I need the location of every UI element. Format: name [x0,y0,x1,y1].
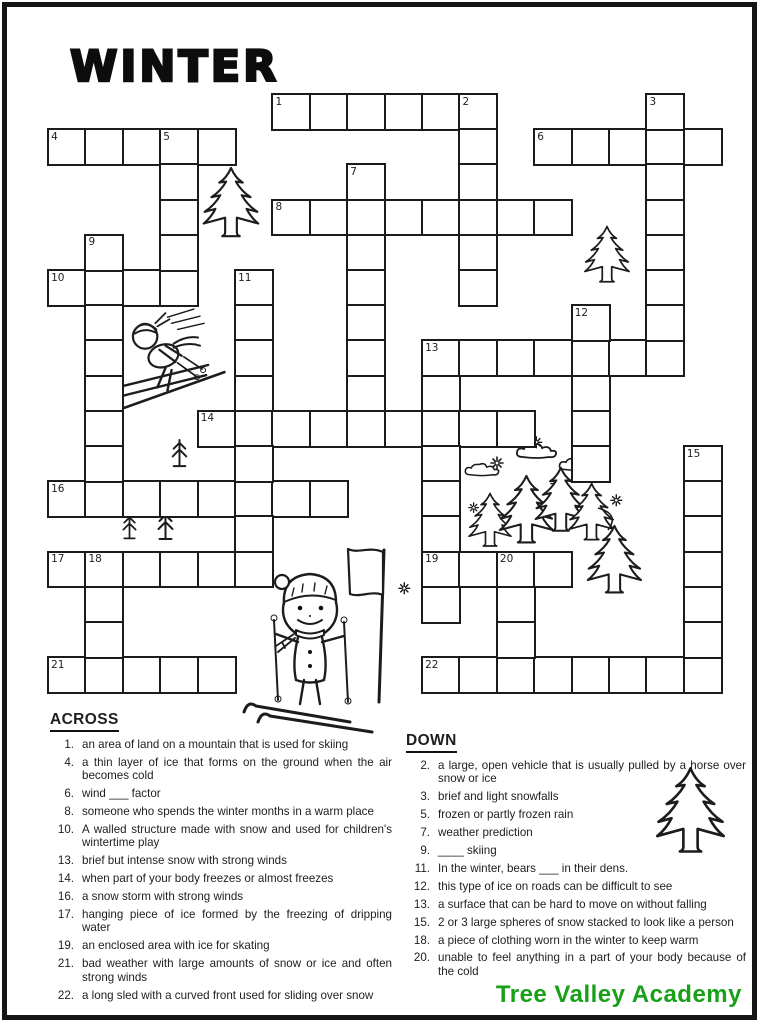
grid-cell[interactable] [159,269,199,307]
across-clues-section [50,711,392,1007]
grid-cell[interactable] [346,234,386,272]
grid-cell[interactable] [122,480,162,518]
across-header: ACROSS [50,711,119,732]
down-header: DOWN [406,732,457,753]
grid-cell[interactable] [122,128,162,166]
across-clue-item [50,756,392,783]
clue-number: 21. [57,957,74,971]
grid-cell[interactable] [645,269,685,307]
clue-number: 4. [64,755,74,769]
grid-cell[interactable] [533,656,573,694]
grid-cell[interactable] [309,93,349,131]
grid-cell[interactable] [197,551,237,589]
grid-cell[interactable] [608,656,648,694]
grid-cell[interactable] [271,410,311,448]
grid-cell[interactable] [683,480,723,518]
grid-cell[interactable] [84,269,124,307]
clue-number: 2. [420,759,430,772]
clue-text: a piece of clothing worn in the winter to keep warm [438,933,699,947]
grid-cell[interactable] [234,445,274,483]
grid-cell[interactable] [159,234,199,272]
grid-cell[interactable] [458,656,498,694]
across-clue-item [50,872,392,885]
down-clue-item [406,916,746,929]
clue-number: 8. [64,805,74,819]
clue-number: 5. [420,808,430,822]
pine-tree-icon [194,166,268,244]
clue-number: 7. [420,826,430,840]
clue-text: a long sled with a curved front used for sliding over snow [82,988,374,1002]
across-clue-item [50,957,392,984]
grid-cell[interactable] [84,375,124,413]
grid-cell[interactable] [608,128,648,166]
grid-cell[interactable] [645,656,685,694]
grid-cell[interactable] [458,410,498,448]
grid-cell[interactable] [571,128,611,166]
grid-cell[interactable] [84,621,124,659]
grid-cell[interactable] [234,480,274,518]
down-clue-item [406,951,746,978]
cell-number: 20 [499,553,514,566]
grid-cell[interactable] [458,339,498,377]
grid-cell[interactable] [533,199,573,237]
grid-cell[interactable] [309,199,349,237]
across-clue-item [50,738,392,751]
grid-cell[interactable] [384,93,424,131]
cell-number: 13 [425,342,439,354]
clue-number: 11. [414,861,430,875]
clue-number: 10. [57,823,74,837]
clue-number: 16. [57,890,74,904]
grid-cell[interactable] [309,410,349,448]
across-clue-item [50,823,392,850]
grid-cell[interactable] [159,163,199,201]
clue-text: A walled structure made with snow and used for children's wintertime play [82,823,392,850]
grid-cell[interactable] [197,480,237,518]
clue-text: wind ___ factor [82,787,161,801]
grid-cell[interactable] [458,128,498,166]
clue-text: bad weather with large amounts of snow or ice and often strong winds [82,957,392,984]
grid-cell[interactable] [496,410,536,448]
across-clue-item [50,908,392,935]
grid-cell[interactable] [496,656,536,694]
grid-cell[interactable] [234,339,274,377]
grid-cell[interactable] [571,375,611,413]
cell-number: 21 [51,658,65,671]
cell-number: 11 [238,271,252,284]
clue-text: a surface that can be hard to move on without falling [438,897,707,911]
grid-cell[interactable] [458,551,498,589]
across-clue-item [50,939,392,952]
grid-cell[interactable] [159,656,199,694]
clue-number: 18. [413,933,430,947]
cell-number: 17 [51,553,65,566]
grid-cell[interactable] [496,199,536,237]
cell-number: 6 [537,130,544,143]
clue-number: 1. [64,738,74,751]
grid-cell[interactable] [683,621,723,659]
grid-cell[interactable] [496,621,536,659]
clue-number: 12. [413,879,430,893]
grid-cell[interactable] [645,304,685,342]
grid-cell[interactable] [571,410,611,448]
grid-cell[interactable] [197,128,237,166]
cell-number: 3 [649,95,657,108]
grid-cell[interactable] [84,410,124,448]
grid-cell[interactable] [271,480,311,518]
grid-cell[interactable] [346,304,386,342]
cell-number: 12 [574,306,589,319]
clue-number: 19. [57,939,74,953]
grid-cell[interactable] [421,93,461,131]
grid-cell[interactable] [608,339,648,377]
grid-cell[interactable] [84,304,124,342]
grid-cell[interactable] [234,304,274,342]
grid-cell[interactable] [84,656,124,694]
grid-cell[interactable] [571,339,611,377]
down-clue-item [406,808,746,821]
small-sprig-tree-icon [167,437,192,470]
clue-number: 14. [57,872,74,886]
clue-text: a snow storm with strong winds [82,890,244,904]
grid-cell[interactable] [496,339,536,377]
grid-cell[interactable] [234,410,274,448]
clue-number: 13. [57,854,74,868]
grid-cell[interactable] [346,339,386,377]
clue-text: brief and light snowfalls [438,790,559,804]
grid-cell[interactable] [645,339,685,377]
across-clue-item [50,805,392,818]
cell-number: 22 [425,658,439,671]
grid-cell[interactable] [421,586,461,624]
grid-cell[interactable] [122,551,162,589]
cell-number: 14 [200,412,215,425]
across-clue-item [50,989,392,1002]
grid-cell[interactable] [533,339,573,377]
clue-number: 22. [57,988,74,1002]
grid-cell[interactable] [234,551,274,589]
across-clue-item [50,890,392,903]
grid-cell[interactable] [533,551,573,589]
clue-text: someone who spends the winter months in a warm place [82,805,374,819]
clue-text: ____ skiing [438,844,497,858]
grid-cell[interactable] [458,269,498,307]
across-clue-list [50,738,392,1002]
clue-text: when part of your body freezes or almost freezes [82,872,334,886]
down-clue-item [406,934,746,947]
grid-cell[interactable] [421,410,461,448]
grid-cell[interactable] [421,515,461,553]
clue-text: an enclosed area with ice for skating [82,939,270,953]
cell-number: 2 [462,95,470,108]
cell-number: 18 [88,553,102,566]
grid-cell[interactable] [458,234,498,272]
grid-cell[interactable] [346,199,386,237]
grid-cell[interactable] [384,410,424,448]
clue-text: 2 or 3 large spheres of snow stacked to look like a person [438,915,734,929]
down-clue-item [406,898,746,911]
grid-cell[interactable] [645,199,685,237]
grid-cell[interactable] [346,375,386,413]
grid-cell[interactable] [458,163,498,201]
clue-number: 13. [413,897,430,911]
page-title: WINTER [70,42,280,92]
grid-cell[interactable] [421,199,461,237]
grid-cell[interactable] [159,480,199,518]
clue-number: 17. [57,908,74,922]
across-clue-item [50,854,392,867]
grid-cell[interactable] [421,445,461,483]
grid-cell[interactable] [421,480,461,518]
cell-number: 19 [425,553,439,566]
grid-cell[interactable] [421,375,461,413]
cell-number: 16 [51,482,65,495]
cell-number: 7 [350,166,357,178]
clue-text: brief but intense snow with strong winds [82,854,287,868]
grid-cell[interactable] [84,339,124,377]
grid-cell[interactable] [122,656,162,694]
grid-cell[interactable] [346,93,386,131]
cell-number: 5 [163,130,170,143]
grid-cell[interactable] [346,410,386,448]
grid-cell[interactable] [84,445,124,483]
clue-number: 3. [420,790,430,804]
clue-text: hanging piece of ice formed by the freezing of dripping water [82,908,392,935]
grid-cell[interactable] [84,480,124,518]
down-clues-section [406,732,746,983]
across-clue-item [50,787,392,800]
grid-cell[interactable] [234,375,274,413]
grid-cell[interactable] [645,128,685,166]
grid-cell[interactable] [234,515,274,553]
down-clue-item [406,759,746,786]
clue-number: 9. [420,844,430,858]
down-clue-item [406,844,746,857]
clue-number: 6. [64,787,74,801]
grid-cell[interactable] [571,445,611,483]
clue-text: frozen or partly frozen rain [438,808,574,822]
clue-number: 20. [413,951,430,965]
cell-number: 4 [51,130,58,143]
grid-cell[interactable] [159,551,199,589]
brand-footer: Tree Valley Academy [495,981,742,1008]
grid-cell[interactable] [84,128,124,166]
grid-cell[interactable] [84,586,124,624]
clue-text: this type of ice on roads can be difficult to see [438,879,673,893]
clue-text: an area of land on a mountain that is used for skiing [82,738,349,751]
grid-cell[interactable] [197,656,237,694]
grid-cell[interactable] [309,480,349,518]
clue-text: weather prediction [438,826,533,840]
grid-cell[interactable] [159,199,199,237]
grid-cell[interactable] [683,551,723,589]
grid-cell[interactable] [496,586,536,624]
grid-cell[interactable] [683,656,723,694]
clue-text: unable to feel anything in a part of your body because of the cold [438,951,746,978]
clue-text: In the winter, bears ___ in their dens. [438,861,629,875]
down-clue-list [406,759,746,978]
grid-cell[interactable] [571,656,611,694]
pine-tree-icon [577,225,637,288]
grid-cell[interactable] [346,269,386,307]
down-clue-item [406,826,746,839]
grid-cell[interactable] [683,586,723,624]
grid-cell[interactable] [384,199,424,237]
grid-cell[interactable] [683,128,723,166]
down-clue-item [406,862,746,875]
cell-number: 1 [275,95,283,108]
grid-cell[interactable] [458,199,498,237]
cell-number: 15 [686,447,701,460]
grid-cell[interactable] [122,269,162,307]
cell-number: 8 [275,201,283,214]
down-clue-item [406,880,746,893]
grid-cell[interactable] [683,515,723,553]
down-clue-item [406,790,746,803]
clue-text: a large, open vehicle that is usually pulled by a horse over snow or ice [438,759,746,786]
clue-number: 15. [413,915,430,929]
clue-text: a thin layer of ice that forms on the ground when the air becomes cold [82,755,392,783]
grid-cell[interactable] [645,163,685,201]
cell-number: 10 [51,271,65,284]
grid-cell[interactable] [645,234,685,272]
cell-number: 9 [88,236,96,249]
